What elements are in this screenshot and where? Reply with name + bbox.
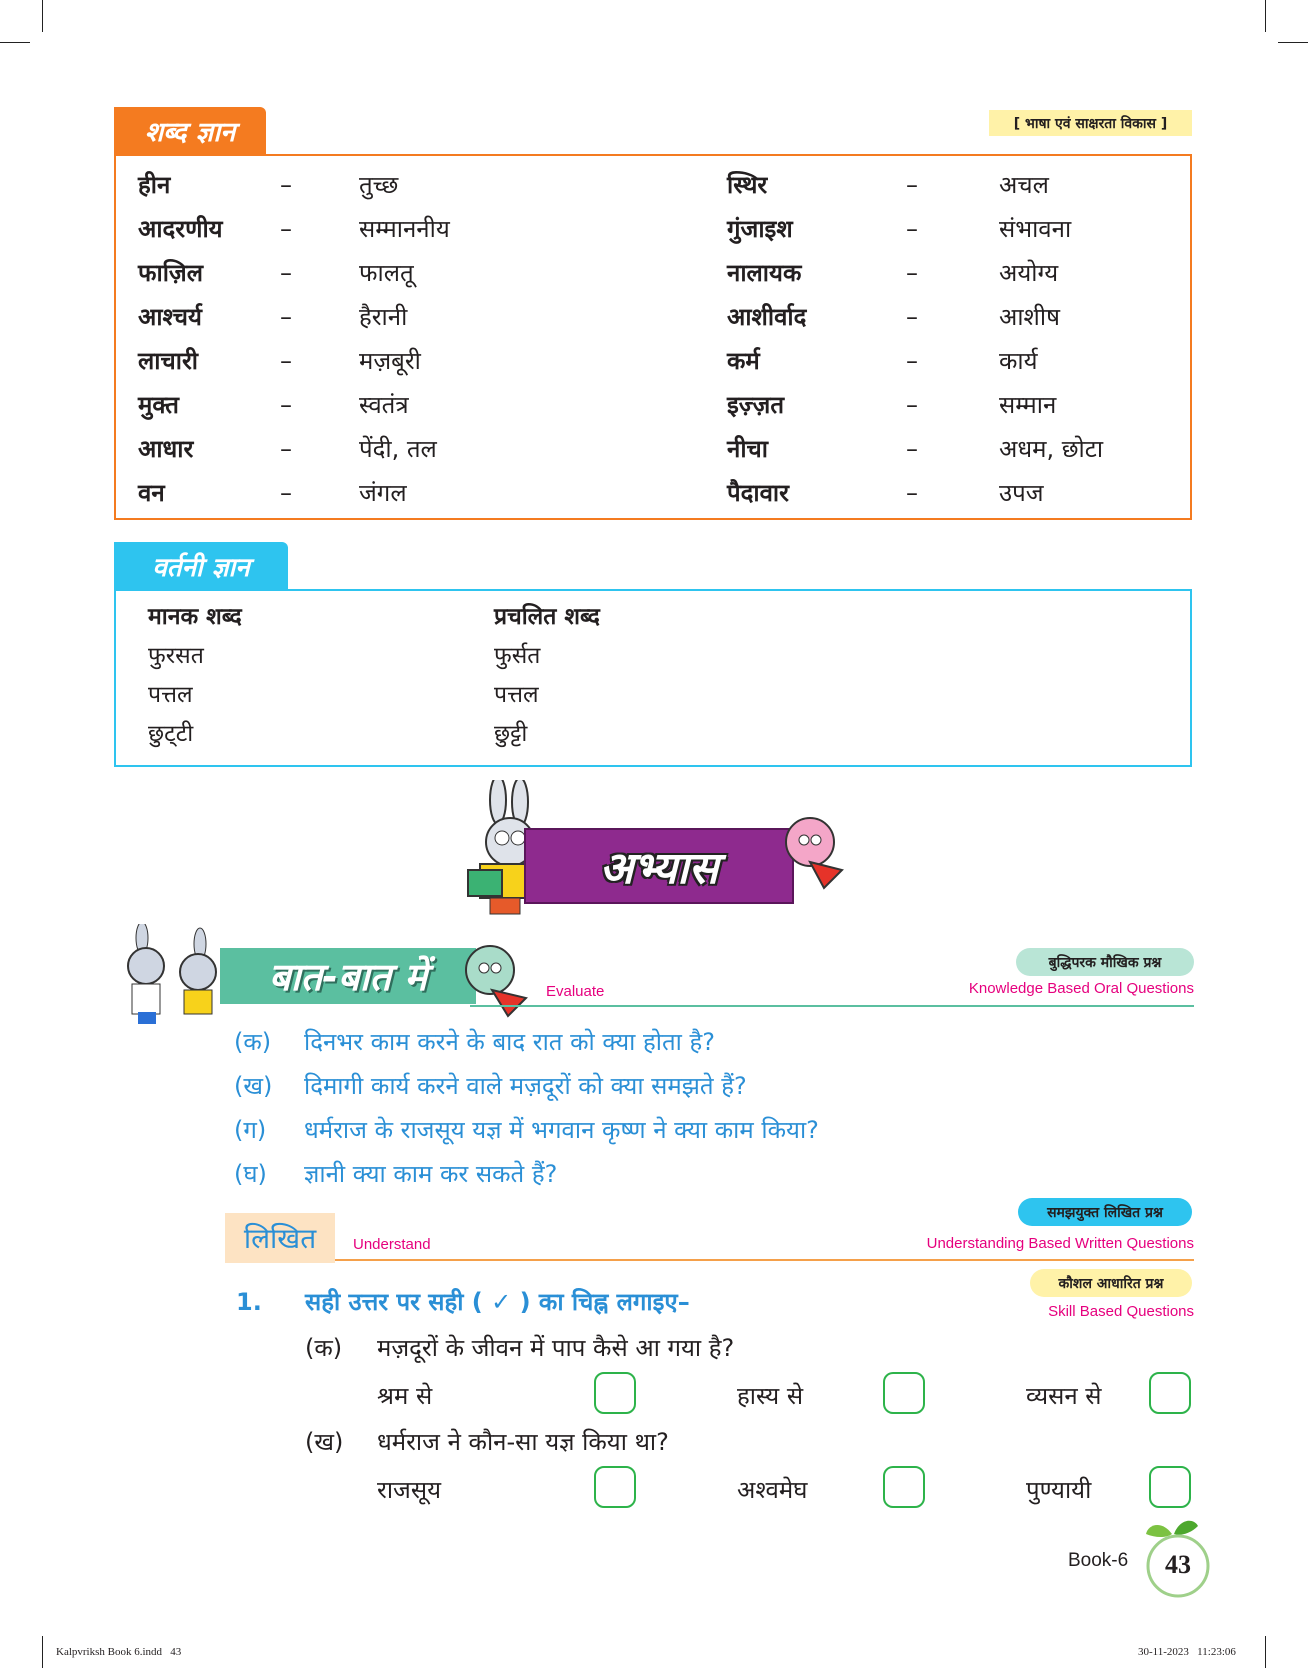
vartani-col1-header: मानक शब्द [148,604,242,630]
shabd-dash: – [280,259,292,287]
crop-mark [1278,42,1308,43]
shabd-meaning: अचल [999,171,1049,199]
skill-pill-en: Skill Based Questions [1048,1303,1194,1320]
shabd-word: नालायक [727,259,802,287]
shabd-meaning: फालतू [359,259,414,287]
crop-mark [42,0,43,32]
vartani-row-a: फुरसत [148,643,204,669]
subquestion-label: (क) [305,1334,343,1362]
shabd-meaning: संभावना [999,215,1072,243]
shabd-meaning: सम्मान [999,391,1057,419]
pencil-mascot-icon [780,812,852,892]
likhit-rule [335,1259,1194,1261]
answer-checkbox[interactable] [883,1372,925,1414]
shabd-word: लाचारी [138,347,198,375]
shabd-dash: – [906,435,918,463]
shabd-word: आश्चर्य [138,303,202,331]
shabd-meaning: तुच्छ [359,171,399,199]
vartani-row-a: छुट्‌टी [148,721,194,747]
shabd-dash: – [906,479,918,507]
shabd-word: वन [138,479,165,507]
answer-checkbox[interactable] [594,1372,636,1414]
shabd-meaning: अयोग्य [999,259,1059,287]
shabd-word: हीन [138,171,171,199]
oral-question: (ग) धर्मराज के राजसूय यज्ञ में भगवान कृष्ण ने क्या काम किया? [234,1116,819,1144]
shabd-meaning: सम्माननीय [359,215,450,243]
answer-checkbox[interactable] [883,1466,925,1508]
vartani-row-b: फुर्सत [494,643,541,669]
option-label: श्रम से [377,1382,433,1410]
shabd-dash: – [906,215,918,243]
option-label: हास्य से [737,1382,804,1410]
shabd-dash: – [280,171,292,199]
shabd-meaning: आशीष [999,303,1060,331]
question-text: सही उत्तर पर सही ( ✓ ) का चिह्न लगाइए– [305,1288,690,1316]
subquestion-text: धर्मराज ने कौन-सा यज्ञ किया था? [377,1428,669,1456]
shabd-dash: – [280,347,292,375]
knowledge-pill: बुद्धिपरक मौखिक प्रश्न [1016,948,1194,976]
shabd-word: आशीर्वाद [727,303,807,331]
crop-mark [1265,1636,1266,1668]
shabd-dash: – [906,391,918,419]
vartani-gyan-box [114,589,1192,767]
vartani-row-b: छुट्टी [494,721,528,747]
crop-mark [42,1636,43,1668]
print-datetime: 30-11-2023 11:23:06 [1138,1646,1236,1658]
understand-tag: Understand [353,1236,431,1253]
shabd-word: फाज़िल [138,259,204,287]
baat-baat-rule [470,1005,1194,1007]
oral-question: (क) दिनभर काम करने के बाद रात को क्या होता है? [234,1028,715,1056]
shabd-word: इज़्ज़त [727,391,784,419]
baat-baat-title: बात-बात में [220,948,476,1004]
crop-mark [0,42,30,43]
knowledge-pill-en: Knowledge Based Oral Questions [968,980,1194,997]
vartani-gyan-title: वर्तनी ज्ञान [114,542,288,589]
shabd-word: गुंजाइश [727,215,793,243]
vartani-row-b: पत्तल [494,682,539,708]
option-label: राजसूय [377,1476,441,1504]
understanding-pill-en: Understanding Based Written Questions [926,1235,1194,1252]
vartani-col2-header: प्रचलित शब्द [494,604,600,630]
shabd-dash: – [280,215,292,243]
question-number: 1. [236,1288,262,1316]
answer-checkbox[interactable] [1149,1466,1191,1508]
vartani-row-a: पत्तल [148,682,193,708]
shabd-meaning: पेंदी, तल [359,435,437,463]
shabd-dash: – [280,391,292,419]
understanding-pill: समझयुक्त लिखित प्रश्न [1018,1198,1192,1226]
shabd-meaning: मज़बूरी [359,347,421,375]
abhyas-banner: अभ्यास [524,828,794,904]
shabd-meaning: अधम, छोटा [999,435,1104,463]
shabd-dash: – [280,479,292,507]
header-tag: [ भाषा एवं साक्षरता विकास ] [989,110,1192,136]
option-label: व्यसन से [1026,1382,1102,1410]
shabd-dash: – [906,303,918,331]
evaluate-tag: Evaluate [546,983,605,1000]
shabd-meaning: स्वतंत्र [359,391,409,419]
shabd-dash: – [906,347,918,375]
shabd-dash: – [906,259,918,287]
likhit-title: लिखित [225,1213,335,1263]
shabd-word: स्थिर [727,171,768,199]
subquestion-text: मज़दूरों के जीवन में पाप कैसे आ गया है? [377,1334,735,1362]
subquestion-label: (ख) [305,1428,344,1456]
answer-checkbox[interactable] [594,1466,636,1508]
option-label: पुण्यायी [1026,1476,1092,1504]
shabd-word: कर्म [727,347,760,375]
shabd-meaning: कार्य [999,347,1038,375]
crop-mark [1265,0,1266,32]
file-info: Kalpvriksh Book 6.indd 43 [56,1646,182,1658]
pencil-mascot-icon [462,940,534,1020]
shabd-word: आदरणीय [138,215,223,243]
shabd-dash: – [906,171,918,199]
shabd-gyan-title: शब्द ज्ञान [114,107,266,154]
skill-pill: कौशल आधारित प्रश्न [1030,1269,1192,1297]
shabd-word: पैदावार [727,479,789,507]
page-number: 43 [1165,1550,1191,1579]
shabd-meaning: जंगल [359,479,407,507]
oral-question: (ख) दिमागी कार्य करने वाले मज़दूरों को क्या समझते हैं? [234,1072,747,1100]
shabd-word: आधार [138,435,194,463]
shabd-word: नीचा [727,435,768,463]
shabd-dash: – [280,435,292,463]
answer-checkbox[interactable] [1149,1372,1191,1414]
rabbits-illustration [112,924,230,1028]
book-label: Book-6 [1068,1550,1129,1571]
shabd-word: मुक्त [138,391,179,419]
oral-question: (घ) ज्ञानी क्या काम कर सकते हैं? [234,1160,558,1188]
shabd-dash: – [280,303,292,331]
shabd-meaning: हैरानी [359,303,408,331]
shabd-meaning: उपज [999,479,1044,507]
option-label: अश्वमेघ [737,1476,808,1504]
